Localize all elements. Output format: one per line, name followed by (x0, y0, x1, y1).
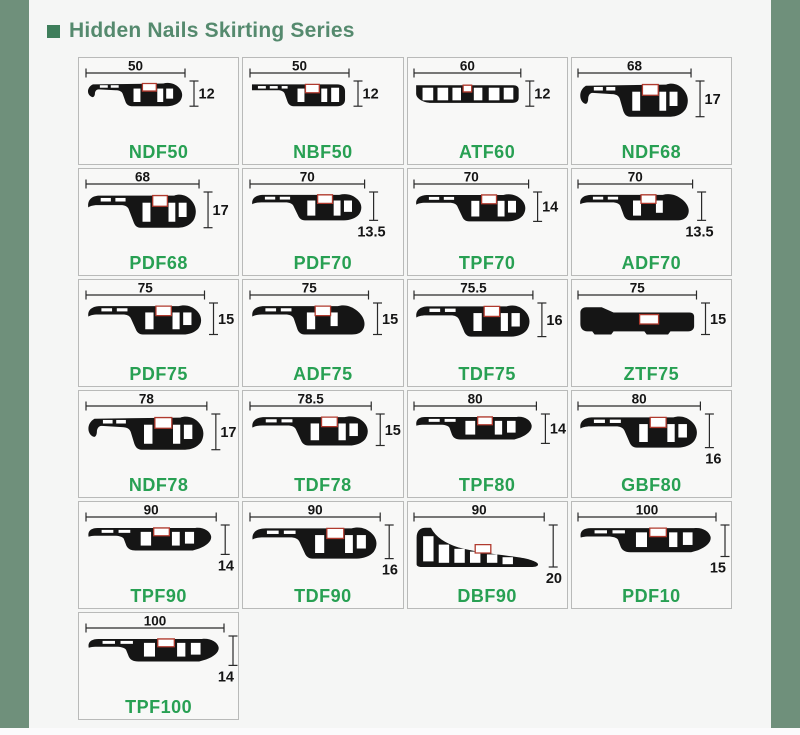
clip-channel-detail (643, 85, 659, 96)
clip-channel-detail (327, 528, 344, 538)
profile-diagram (572, 172, 730, 254)
model-name: PDF70 (293, 253, 353, 273)
product-cell (407, 168, 568, 276)
skirting-profile-shape (88, 83, 182, 106)
model-name: TDF78 (294, 475, 352, 495)
width-dimension-label: 75 (630, 283, 646, 296)
height-dimension-label: 14 (217, 669, 234, 686)
width-dimension-label: 50 (127, 61, 143, 74)
model-name: ATF60 (459, 142, 516, 162)
skirting-profile-shape (581, 528, 711, 552)
width-dimension-label: 60 (460, 61, 476, 74)
model-name: TPF100 (125, 697, 193, 717)
width-dimension-label: 75 (137, 283, 153, 296)
height-dimension-label: 16 (381, 562, 398, 579)
model-name: NDF78 (128, 475, 189, 495)
width-dimension-label: 90 (307, 505, 323, 518)
height-dimension-label: 17 (704, 91, 722, 108)
clip-channel-detail (641, 195, 656, 204)
width-dimension-label: 78.5 (297, 394, 324, 407)
width-dimension-label: 90 (471, 505, 487, 518)
width-dimension-label: 78 (138, 394, 154, 407)
model-name: GBF80 (621, 475, 682, 495)
product-cell (242, 57, 403, 165)
product-cell (571, 390, 732, 498)
product-cell (78, 168, 239, 276)
height-dimension-label: 15 (217, 311, 234, 328)
width-dimension-label: 70 (628, 172, 644, 185)
profile-diagram (244, 283, 402, 365)
height-dimension-label: 13.5 (685, 224, 714, 241)
width-dimension-label: 68 (134, 172, 150, 185)
model-name: NBF50 (293, 142, 353, 162)
clip-channel-detail (153, 528, 169, 536)
clip-channel-detail (305, 84, 319, 92)
height-dimension-label: 15 (384, 422, 401, 439)
clip-channel-detail (482, 195, 497, 204)
width-dimension-label: 80 (632, 394, 648, 407)
profile-diagram (572, 394, 730, 476)
width-dimension-label: 75 (301, 283, 317, 296)
skirting-profile-shape (252, 194, 361, 220)
product-cell (407, 57, 568, 165)
profile-diagram (408, 283, 566, 365)
height-dimension-label: 15 (710, 311, 727, 328)
skirting-profile-shape (88, 528, 211, 551)
height-dimension-label: 12 (362, 86, 379, 103)
skirting-profile-shape (252, 416, 367, 445)
profile-diagram (408, 61, 566, 143)
skirting-profile-shape (581, 194, 690, 220)
clip-channel-detail (640, 315, 659, 324)
skirting-profile-shape (581, 417, 698, 448)
clip-channel-detail (152, 196, 167, 207)
clip-channel-detail (463, 85, 472, 92)
width-dimension-label: 80 (467, 394, 483, 407)
section-header (0, 0, 800, 43)
model-name: TPF80 (458, 475, 516, 495)
height-dimension-label: 14 (550, 421, 567, 438)
product-cell (78, 501, 239, 609)
product-cell (571, 57, 732, 165)
clip-channel-detail (478, 417, 493, 425)
skirting-profile-shape (581, 307, 695, 334)
model-name: TDF90 (294, 586, 352, 606)
product-cell (571, 279, 732, 387)
clip-channel-detail (651, 417, 667, 427)
bullet-square-icon (47, 25, 60, 38)
product-cell (78, 279, 239, 387)
skirting-profile-shape (416, 85, 519, 103)
model-name: TDF75 (458, 364, 516, 384)
product-cell (571, 501, 732, 609)
width-dimension-label: 50 (291, 61, 307, 74)
product-grid (78, 57, 732, 720)
model-name: PDF10 (622, 586, 681, 606)
model-name: ADF75 (293, 364, 353, 384)
model-name: TPF70 (458, 253, 516, 273)
height-dimension-label: 17 (219, 424, 237, 441)
product-cell (242, 279, 403, 387)
skirting-profile-shape (416, 306, 529, 337)
height-dimension-label: 12 (534, 86, 551, 103)
height-dimension-label: 17 (212, 202, 229, 219)
profile-diagram (408, 394, 566, 476)
width-dimension-label: 100 (143, 616, 166, 629)
product-cell (78, 612, 239, 720)
product-cell (78, 390, 239, 498)
bottom-strip (0, 728, 800, 735)
clip-channel-detail (317, 195, 332, 204)
skirting-profile-shape (416, 417, 531, 440)
skirting-profile-shape (88, 305, 201, 334)
page-title: Hidden Nails Skirting Series (69, 19, 355, 42)
skirting-profile-shape (252, 528, 376, 559)
product-cell (407, 279, 568, 387)
clip-channel-detail (156, 306, 171, 315)
height-dimension-label: 14 (217, 558, 234, 575)
product-cell (407, 501, 568, 609)
model-name: ZTF75 (623, 364, 680, 384)
profile-diagram (244, 505, 402, 587)
clip-channel-detail (475, 545, 491, 553)
clip-channel-detail (142, 84, 156, 92)
clip-channel-detail (157, 639, 174, 647)
height-dimension-label: 16 (705, 451, 722, 468)
profile-diagram (244, 394, 402, 476)
skirting-profile-shape (416, 194, 525, 221)
left-accent-bar (0, 0, 29, 728)
product-cell (571, 168, 732, 276)
model-name: NDF68 (621, 142, 682, 162)
height-dimension-label: 15 (381, 311, 399, 328)
product-cell (242, 168, 403, 276)
width-dimension-label: 75.5 (460, 283, 487, 296)
width-dimension-label: 68 (627, 61, 643, 74)
profile-diagram (80, 616, 238, 698)
skirting-profile-shape (88, 417, 203, 450)
skirting-profile-shape (417, 528, 538, 567)
right-accent-bar (771, 0, 800, 728)
height-dimension-label: 13.5 (357, 224, 386, 241)
skirting-profile-shape (88, 639, 218, 662)
clip-channel-detail (650, 528, 667, 536)
height-dimension-label: 12 (198, 86, 215, 103)
profile-diagram (80, 61, 238, 143)
product-cell (78, 57, 239, 165)
skirting-profile-shape (88, 195, 196, 228)
profile-diagram (572, 61, 730, 143)
model-name: PDF75 (129, 364, 188, 384)
profile-diagram (572, 283, 730, 365)
product-cell (242, 390, 403, 498)
profile-diagram (244, 61, 402, 143)
model-name: NDF50 (128, 142, 189, 162)
width-dimension-label: 90 (143, 505, 159, 518)
clip-channel-detail (484, 306, 499, 316)
height-dimension-label: 15 (710, 560, 727, 577)
profile-diagram (244, 172, 402, 254)
width-dimension-label: 100 (636, 505, 659, 518)
profile-diagram (408, 172, 566, 254)
product-cell (407, 390, 568, 498)
profile-diagram (80, 172, 238, 254)
skirting-profile-shape (252, 305, 364, 334)
height-dimension-label: 16 (546, 312, 563, 329)
height-dimension-label: 14 (542, 199, 559, 216)
clip-channel-detail (321, 417, 337, 426)
product-cell (242, 501, 403, 609)
width-dimension-label: 70 (299, 172, 315, 185)
profile-diagram (408, 505, 566, 587)
model-name: ADF70 (621, 253, 682, 273)
width-dimension-label: 70 (463, 172, 479, 185)
profile-diagram (80, 283, 238, 365)
clip-channel-detail (315, 306, 330, 315)
model-name: DBF90 (457, 586, 517, 606)
profile-diagram (572, 505, 730, 587)
model-name: PDF68 (129, 253, 188, 273)
profile-diagram (80, 505, 238, 587)
skirting-profile-shape (252, 84, 345, 106)
profile-diagram (80, 394, 238, 476)
height-dimension-label: 20 (545, 571, 563, 587)
clip-channel-detail (155, 418, 172, 429)
skirting-profile-shape (581, 84, 689, 117)
model-name: TPF90 (130, 586, 187, 606)
